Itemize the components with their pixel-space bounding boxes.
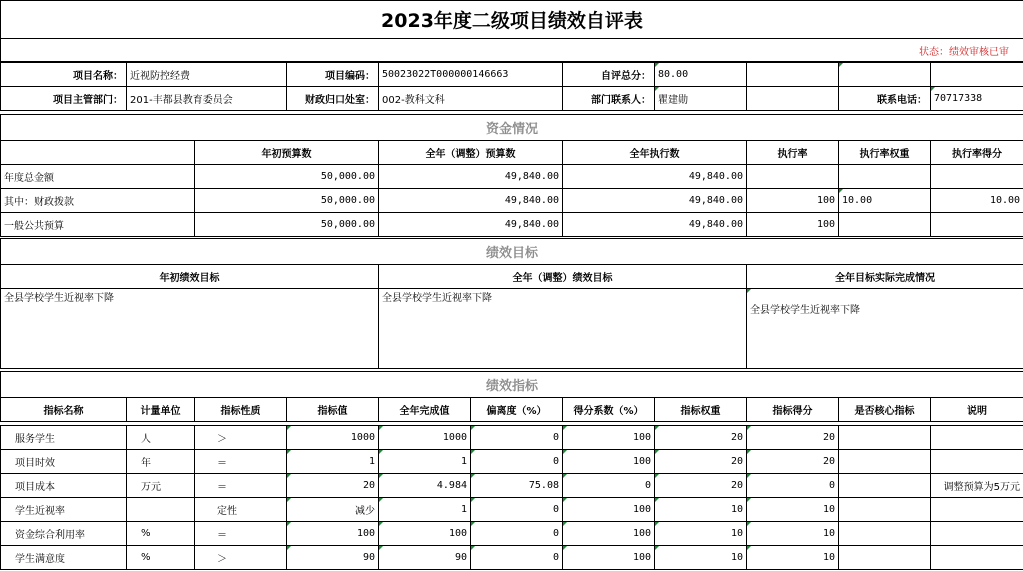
funds-cell: 10.00 (839, 189, 931, 213)
indicator-header: 是否核心指标 (839, 398, 931, 422)
table-row (1, 522, 1023, 546)
indicator-cell: 1 (379, 498, 471, 522)
indicator-cell: 万元 (127, 474, 195, 498)
goals-table (0, 238, 1023, 369)
goals-header: 全年目标实际完成情况 (747, 265, 1023, 289)
indicator-cell: 100 (563, 426, 655, 450)
table-row (1, 426, 1023, 450)
table-row (1, 474, 1023, 498)
indicator-header: 计量单位 (127, 398, 195, 422)
indicator-header: 指标性质 (195, 398, 287, 422)
indicator-cell: 100 (563, 450, 655, 474)
funds-cell: 49,840.00 (563, 189, 747, 213)
indicator-cell: 1 (379, 450, 471, 474)
indicator-cell: 100 (379, 522, 471, 546)
indicator-cell: 20 (747, 426, 839, 450)
indicator-cell: 10 (655, 522, 747, 546)
funds-cell: 100 (747, 189, 839, 213)
indicator-cell: 10 (747, 546, 839, 570)
goal-adjusted: 全县学校学生近视率下降 (379, 289, 747, 369)
funds-table (0, 114, 1023, 237)
funds-cell: 其中：财政拨款 (1, 189, 195, 213)
funds-cell: 49,840.00 (563, 165, 747, 189)
funds-cell (931, 213, 1023, 237)
indicator-cell: 1 (287, 450, 379, 474)
indicator-cell: 0 (471, 450, 563, 474)
indicators-table (0, 371, 1023, 422)
goals-section-title: 绩效目标 (1, 239, 1023, 265)
funds-cell: 100 (747, 213, 839, 237)
funds-header: 全年执行数 (563, 141, 747, 165)
indicator-cell: 75.08 (471, 474, 563, 498)
indicator-cell: 100 (563, 498, 655, 522)
indicator-cell: 0 (471, 522, 563, 546)
indicator-cell (839, 474, 931, 498)
indicator-cell (931, 522, 1023, 546)
indicator-cell: 人 (127, 426, 195, 450)
project-name-value: 近视防控经费 (127, 63, 287, 87)
indicator-header: 得分系数（%） (563, 398, 655, 422)
indicator-cell (839, 498, 931, 522)
indicator-cell: 20 (747, 450, 839, 474)
table-row (1, 450, 1023, 474)
phone-label: 联系电话： (839, 87, 931, 111)
indicator-header: 指标值 (287, 398, 379, 422)
indicator-cell: ＞ (195, 426, 287, 450)
goals-header: 年初绩效目标 (1, 265, 379, 289)
indicator-cell: 学生近视率 (1, 498, 127, 522)
funds-cell: 50,000.00 (195, 189, 379, 213)
funds-header: 全年（调整）预算数 (379, 141, 563, 165)
indicator-header: 指标权重 (655, 398, 747, 422)
funds-header: 执行率权重 (839, 141, 931, 165)
dept-value: 201-丰都县教育委员会 (127, 87, 287, 111)
dept-label: 项目主管部门： (1, 87, 127, 111)
indicator-header: 指标名称 (1, 398, 127, 422)
indicator-cell: 资金综合利用率 (1, 522, 127, 546)
funds-header-blank (1, 141, 195, 165)
indicator-cell (931, 426, 1023, 450)
indicator-cell: ＝ (195, 450, 287, 474)
indicator-cell: 0 (471, 546, 563, 570)
indicator-cell: 减少 (287, 498, 379, 522)
indicator-cell: 100 (563, 522, 655, 546)
indicator-cell: 项目成本 (1, 474, 127, 498)
indicator-cell (839, 426, 931, 450)
indicator-cell: 90 (379, 546, 471, 570)
funds-cell (931, 165, 1023, 189)
table-row (1, 213, 1023, 237)
indicator-header: 全年完成值 (379, 398, 471, 422)
funds-cell: 49,840.00 (379, 189, 563, 213)
table-row (1, 546, 1023, 570)
indicator-cell (931, 546, 1023, 570)
funds-header: 执行率 (747, 141, 839, 165)
empty-cell (931, 63, 1023, 87)
total-score-value: 80.00 (655, 63, 747, 87)
indicator-cell: 年 (127, 450, 195, 474)
info-table (0, 62, 1023, 111)
indicator-cell: 10 (747, 498, 839, 522)
funds-cell (839, 213, 931, 237)
funds-header: 执行率得分 (931, 141, 1023, 165)
indicator-cell: 90 (287, 546, 379, 570)
project-code-label: 项目编码： (287, 63, 379, 87)
funds-cell (839, 165, 931, 189)
indicator-cell: 10 (655, 546, 747, 570)
indicator-cell (931, 450, 1023, 474)
funds-cell: 50,000.00 (195, 213, 379, 237)
indicator-cell: 100 (563, 546, 655, 570)
indicator-cell: ＝ (195, 522, 287, 546)
indicator-cell: % (127, 522, 195, 546)
indicators-section-title: 绩效指标 (1, 372, 1023, 398)
indicator-cell: 20 (287, 474, 379, 498)
indicator-cell: 0 (471, 426, 563, 450)
project-code-value: 50023022T000000146663 (379, 63, 563, 87)
finance-label: 财政归口处室： (287, 87, 379, 111)
funds-cell: 49,840.00 (563, 213, 747, 237)
indicator-cell: 服务学生 (1, 426, 127, 450)
indicator-cell (839, 522, 931, 546)
indicator-cell: 20 (655, 426, 747, 450)
page-title: 2023年度二级项目绩效自评表 (1, 1, 1023, 39)
indicator-header: 偏离度（%） (471, 398, 563, 422)
indicator-cell (839, 450, 931, 474)
funds-cell: 10.00 (931, 189, 1023, 213)
indicators-body (0, 425, 1023, 570)
indicator-cell: ＞ (195, 546, 287, 570)
indicator-cell (931, 498, 1023, 522)
indicator-cell: 0 (563, 474, 655, 498)
indicator-cell: 20 (655, 450, 747, 474)
indicator-cell: 0 (471, 498, 563, 522)
empty-cell (747, 87, 839, 111)
funds-cell (747, 165, 839, 189)
indicator-cell: 项目时效 (1, 450, 127, 474)
indicator-cell: 1000 (287, 426, 379, 450)
indicator-cell: 定性 (195, 498, 287, 522)
contact-label: 部门联系人： (563, 87, 655, 111)
title-table (0, 0, 1023, 62)
indicator-header: 指标得分 (747, 398, 839, 422)
status-badge: 状态：绩效审核已审 (1, 39, 1023, 62)
table-row (1, 165, 1023, 189)
funds-section-title: 资金情况 (1, 115, 1023, 141)
contact-value: 瞿建勋 (655, 87, 747, 111)
indicator-cell: 10 (655, 498, 747, 522)
empty-cell (839, 63, 931, 87)
empty-cell (747, 63, 839, 87)
goals-header: 全年（调整）绩效目标 (379, 265, 747, 289)
indicator-header: 说明 (931, 398, 1023, 422)
funds-cell: 一般公共预算 (1, 213, 195, 237)
indicator-cell: 学生满意度 (1, 546, 127, 570)
funds-cell: 50,000.00 (195, 165, 379, 189)
funds-cell: 年度总金额 (1, 165, 195, 189)
funds-header: 年初预算数 (195, 141, 379, 165)
indicator-cell: 100 (287, 522, 379, 546)
indicator-cell: 0 (747, 474, 839, 498)
indicator-cell: 1000 (379, 426, 471, 450)
indicator-cell (127, 498, 195, 522)
goal-initial: 全县学校学生近视率下降 (1, 289, 379, 369)
indicator-cell (839, 546, 931, 570)
goal-actual: 全县学校学生近视率下降 (747, 289, 1023, 369)
indicator-cell: % (127, 546, 195, 570)
indicator-cell: 4.984 (379, 474, 471, 498)
indicator-cell: 10 (747, 522, 839, 546)
funds-cell: 49,840.00 (379, 165, 563, 189)
table-row (1, 189, 1023, 213)
funds-cell: 49,840.00 (379, 213, 563, 237)
indicator-cell: ＝ (195, 474, 287, 498)
finance-value: 002-教科文科 (379, 87, 563, 111)
phone-value: 70717338 (931, 87, 1023, 111)
indicator-cell: 调整预算为5万元 (931, 474, 1023, 498)
table-row (1, 498, 1023, 522)
indicator-cell: 20 (655, 474, 747, 498)
project-name-label: 项目名称： (1, 63, 127, 87)
total-score-label: 自评总分： (563, 63, 655, 87)
